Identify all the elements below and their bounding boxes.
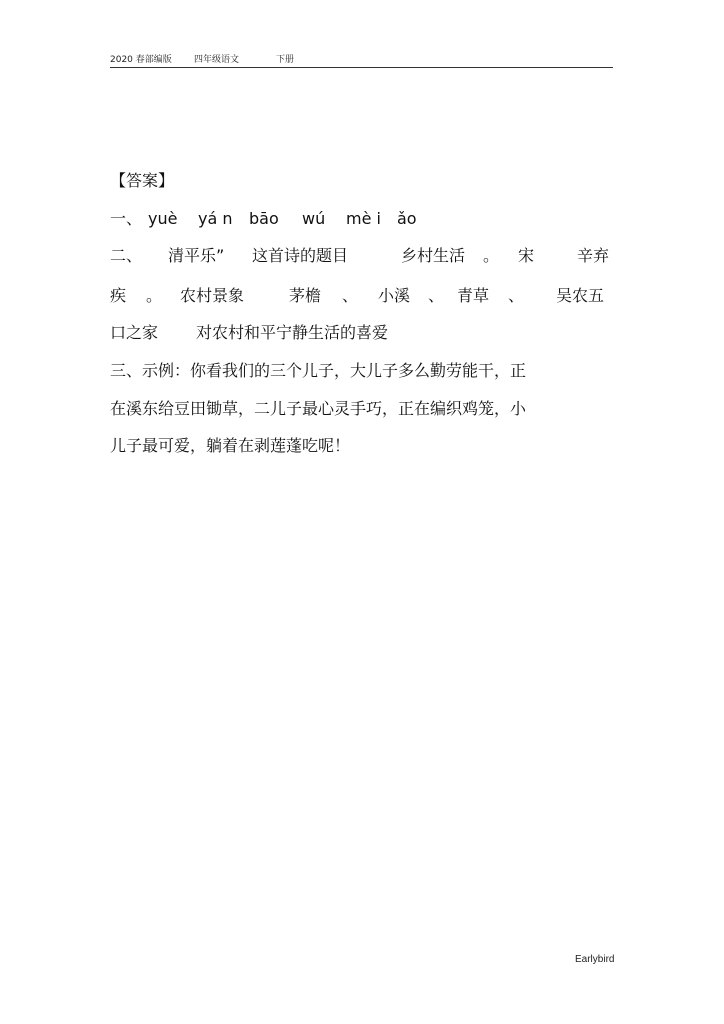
q1-pinyin-4: wú: [302, 209, 326, 228]
q3-text-line-3: 儿子最可爱，躺着在剥莲蓬吃呢！: [110, 436, 351, 455]
q2-answer-15: 、: [508, 286, 525, 305]
q2-answer-3: 乡村生活: [401, 246, 466, 265]
header-volume: 下册: [276, 55, 295, 65]
q1-pinyin-6: ǎo: [397, 209, 417, 228]
page-header: [110, 53, 613, 68]
q3-text-line-1: 三、示例：你看我们的三个儿子，大儿子多么勤劳能干，正: [110, 361, 527, 380]
answer-q3-line-2: [110, 397, 580, 421]
answer-q3-line-3: [110, 434, 410, 458]
q1-pinyin-2: yá n: [198, 209, 233, 228]
q2-answer-11: 、: [342, 286, 359, 305]
q2-answer-12: 小溪: [378, 286, 411, 305]
header-edition: 2020 春部编版: [110, 55, 172, 65]
q1-pinyin-1: yuè: [148, 209, 178, 228]
q2-answer-7: 疾: [110, 286, 127, 305]
header-grade: 四年级语文: [194, 55, 240, 65]
q2-answer-17: 口之家: [110, 323, 159, 342]
q2-answer-8: 。: [146, 286, 163, 305]
answer-q1-line: [110, 207, 430, 231]
q2-answer-14: 青草: [457, 286, 490, 305]
q3-text-line-2: 在溪东给豆田锄草，二儿子最心灵手巧，正在编织鸡笼，小: [110, 399, 527, 418]
answer-title: 【答案】: [110, 171, 175, 190]
answer-q2-line-2: [110, 284, 613, 308]
q2-answer-6: 辛弃: [577, 246, 610, 265]
q1-number: 一、: [110, 209, 143, 228]
q2-answer-9: 农村景象: [180, 286, 245, 305]
q2-answer-10: 茅檐: [289, 286, 322, 305]
q2-answer-16: 吴农五: [556, 286, 605, 305]
q1-pinyin-3: bāo: [249, 209, 279, 228]
q1-pinyin-5: mè i: [346, 209, 381, 228]
q2-answer-4: 。: [483, 246, 500, 265]
q2-answer-5: 宋: [518, 246, 535, 265]
answer-q2-line-3: [110, 321, 430, 345]
q2-answer-2: 这首诗的题目: [252, 246, 349, 265]
q2-number: 二、: [110, 246, 143, 265]
q2-answer-1: 清平乐”: [168, 246, 225, 265]
answer-q2-line-1: [110, 244, 613, 268]
page-footer-brand: Earlybird: [575, 954, 615, 965]
q2-answer-13: 、: [428, 286, 445, 305]
q2-answer-18: 对农村和平宁静生活的喜爱: [196, 323, 389, 342]
answer-q3-line-1: [110, 359, 580, 383]
